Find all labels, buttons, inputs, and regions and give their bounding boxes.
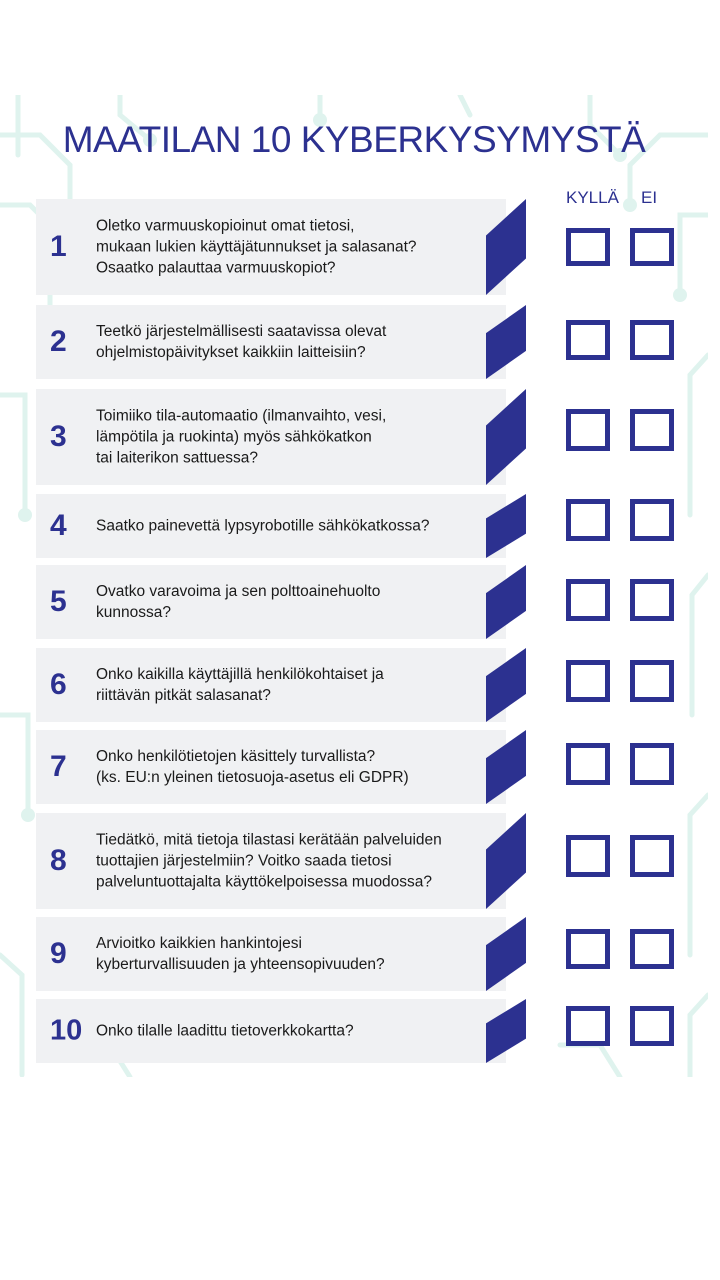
question-text: Oletko varmuuskopioinut omat tietosi, mukaan lukien käyttäjätunnukset ja salasanat? Osaatko palauttaa varmuuskopiot? (96, 217, 417, 277)
question-row-6 (36, 648, 526, 722)
question-row-9 (36, 917, 526, 991)
question-text: Arvioitko kaikkien hankintojesi kyberturvallisuuden ja yhteensopivuuden? (96, 935, 385, 973)
checkbox-no-5[interactable] (630, 579, 674, 621)
checkbox-no-2[interactable] (630, 320, 674, 360)
checkbox-no-1[interactable] (630, 228, 674, 266)
question-row-5 (36, 565, 526, 639)
question-text: Ovatko varavoima ja sen polttoainehuolto kunnossa? (96, 583, 381, 621)
checkbox-yes-1[interactable] (566, 228, 610, 266)
checklist-poster (0, 95, 708, 1077)
question-text: Saatko painevettä lypsyrobotille sähkökatkossa? (96, 517, 430, 535)
checkbox-no-10[interactable] (630, 1006, 674, 1046)
question-row-4 (36, 494, 526, 558)
column-label-yes: KYLLÄ (566, 188, 619, 207)
question-number: 1 (50, 230, 67, 263)
checkbox-yes-10[interactable] (566, 1006, 610, 1046)
question-number: 10 (50, 1014, 83, 1047)
question-text: Toimiiko tila-automaatio (ilmanvaihto, vesi, lämpötila ja ruokinta) myös sähkökatkon tai laiterikon sattuessa? (96, 407, 387, 467)
checkbox-no-3[interactable] (630, 409, 674, 451)
question-row-2 (36, 305, 526, 379)
question-text: Onko tilalle laadittu tietoverkkokartta? (96, 1022, 354, 1040)
checkbox-no-8[interactable] (630, 835, 674, 877)
question-number: 2 (50, 325, 67, 358)
question-number: 8 (50, 844, 67, 877)
checkbox-yes-2[interactable] (566, 320, 610, 360)
checkbox-no-7[interactable] (630, 743, 674, 785)
checkbox-yes-9[interactable] (566, 929, 610, 969)
question-number: 9 (50, 937, 67, 970)
checkbox-yes-7[interactable] (566, 743, 610, 785)
question-number: 5 (50, 585, 67, 618)
question-text: Onko kaikilla käyttäjillä henkilökohtaiset ja riittävän pitkät salasanat? (96, 666, 384, 704)
checkbox-yes-8[interactable] (566, 835, 610, 877)
checkbox-yes-4[interactable] (566, 499, 610, 541)
question-number: 4 (50, 509, 67, 542)
question-row-3 (36, 389, 526, 485)
checkbox-no-4[interactable] (630, 499, 674, 541)
question-text: Tiedätkö, mitä tietoja tilastasi kerätään palveluiden tuottajien järjestelmiin? Voitko saada tietosi palveluntuottajalta käyttökelpoisessa muodossa? (96, 831, 442, 891)
question-row-10 (36, 999, 526, 1063)
page-title: MAATILAN 10 KYBERKYSYMYSTÄ (62, 119, 646, 160)
question-text: Onko henkilötietojen käsittely turvallista? (ks. EU:n yleinen tietosuoja-asetus eli GDPR) (96, 748, 409, 786)
question-number: 7 (50, 750, 67, 783)
question-number: 3 (50, 420, 67, 453)
question-row-1 (36, 199, 526, 295)
question-row-7 (36, 730, 526, 804)
question-row-8 (36, 813, 526, 909)
checkbox-yes-3[interactable] (566, 409, 610, 451)
column-label-no: EI (641, 188, 658, 207)
question-number: 6 (50, 668, 67, 701)
checkbox-yes-5[interactable] (566, 579, 610, 621)
checkbox-no-9[interactable] (630, 929, 674, 969)
question-text: Teetkö järjestelmällisesti saatavissa olevat ohjelmistopäivitykset kaikkiin laitteisiin? (96, 323, 387, 361)
checkbox-no-6[interactable] (630, 660, 674, 702)
checkbox-yes-6[interactable] (566, 660, 610, 702)
